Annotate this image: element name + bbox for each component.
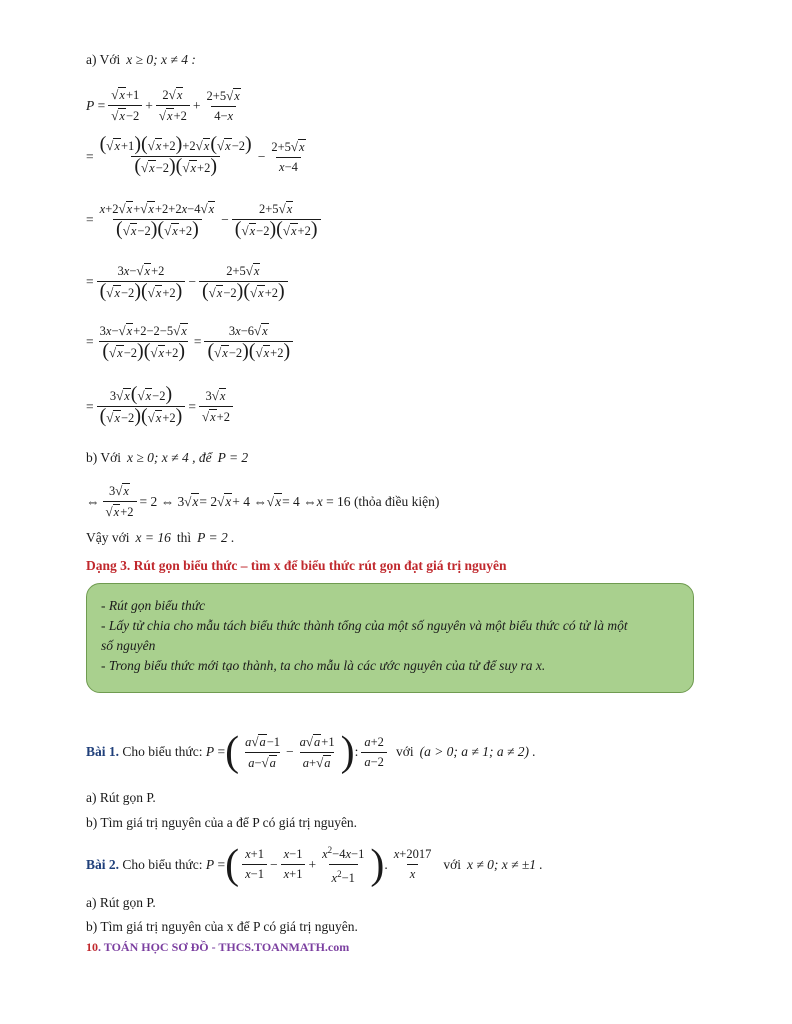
part-b-conclusion: Vậy với x = 16 thì P = 2 .	[86, 530, 235, 545]
bai2-question-a: a) Rút gọn P.	[86, 895, 156, 910]
bai1-label: Bài 1.	[86, 744, 120, 759]
footer-text: . TOÁN HỌC SƠ ĐỒ - THCS.TOANMATH.com	[98, 940, 350, 954]
page-footer	[86, 940, 349, 955]
equation-step-1: = $\frac{(√x+1)(√x+2)+2√x(√x-2)}{(√x-2)(√x+2)}$ − $\frac{2+5√x}{x-4}$	[86, 133, 305, 177]
method-line: - Lấy tử chia cho mẫu tách biểu thức thành tổng của một số nguyên và một biểu thức có tử là một	[101, 618, 628, 633]
equation-step-3: = $\frac{3x-√x+2}{(√x-2)(√x+2)}$ − $\frac{2+5√x}{(√x-2)(√x+2)}$	[86, 262, 291, 302]
method-line: - Trong biểu thức mới tạo thành, ta cho mẫu là các ước nguyên của tử để suy ra x.	[101, 658, 546, 673]
bai2-question-b: b) Tìm giá trị nguyên của x để P có giá trị nguyên.	[86, 919, 358, 934]
bai2-label: Bài 2.	[86, 856, 120, 872]
bai1-question-b: b) Tìm giá trị nguyên của a để P có giá trị nguyên.	[86, 815, 358, 830]
equation-p-definition: P = $\frac{√x+1}{√x-2}$ + $\frac{2√x}{√x+2}$ + $\frac{2+5√x}{4-x}$	[86, 87, 240, 123]
equation-step-4: = $\frac{3x-√x+2-2-5√x}{(√x-2)(√x+2)}$ = $\frac{3x-6√x}{(√x-2)(√x+2)}$	[86, 322, 296, 362]
method-line: - Rút gọn biểu thức	[101, 598, 206, 613]
page-number: 10	[86, 940, 98, 954]
part-b-condition: b) Với x ≥ 0; x ≠ 4 , để P = 2	[86, 450, 249, 465]
method-line: số nguyên	[101, 638, 156, 653]
method-box	[86, 583, 694, 693]
bai1-question-a: a) Rút gọn P.	[86, 790, 156, 805]
equation-step-5: = $\frac{3√x(√x-2)}{(√x-2)(√x+2)}$ = $\frac{3√x}{√x+2}$	[86, 386, 236, 427]
bai1-statement: Bài 1. Cho biểu thức: P = ( $\frac{a√a-1}{a-√a}$ − $\frac{a√a+1}{a+√a}$ ) : $\frac{a+2}{a-2}$ với (a > 0; a ≠ 1; a ≠ 2) .	[86, 729, 536, 775]
part-b-solution: ⇔ $\frac{3√x}{√x+2}$ = 2 ⇔ 3 √x = 2 √x + 4 ⇔ √x = 4 ⇔ x = 16 (thỏa điều kiện)	[86, 483, 440, 519]
bai2-statement: Bài 2. Cho biểu thức: P = ( $\frac{x+1}{x-1}$ − $\frac{x-1}{x+1}$ + $\frac{x^2-4x-1}{x^2-1}$ ) . $\frac{x+2017}{x}$ với x ≠ 0; x ≠ ±1 .	[86, 841, 543, 888]
part-a-condition: a) Với x ≥ 0; x ≠ 4 :	[86, 52, 196, 67]
section-heading: Dạng 3. Rút gọn biểu thức – tìm x để biểu thức rút gọn đạt giá trị nguyên	[86, 558, 507, 573]
equation-step-2: = $\frac{x+2√x+√x+2+2x-4√x}{(√x-2)(√x+2)}$ − $\frac{2+5√x}{(√x-2)(√x+2)}$	[86, 200, 324, 240]
